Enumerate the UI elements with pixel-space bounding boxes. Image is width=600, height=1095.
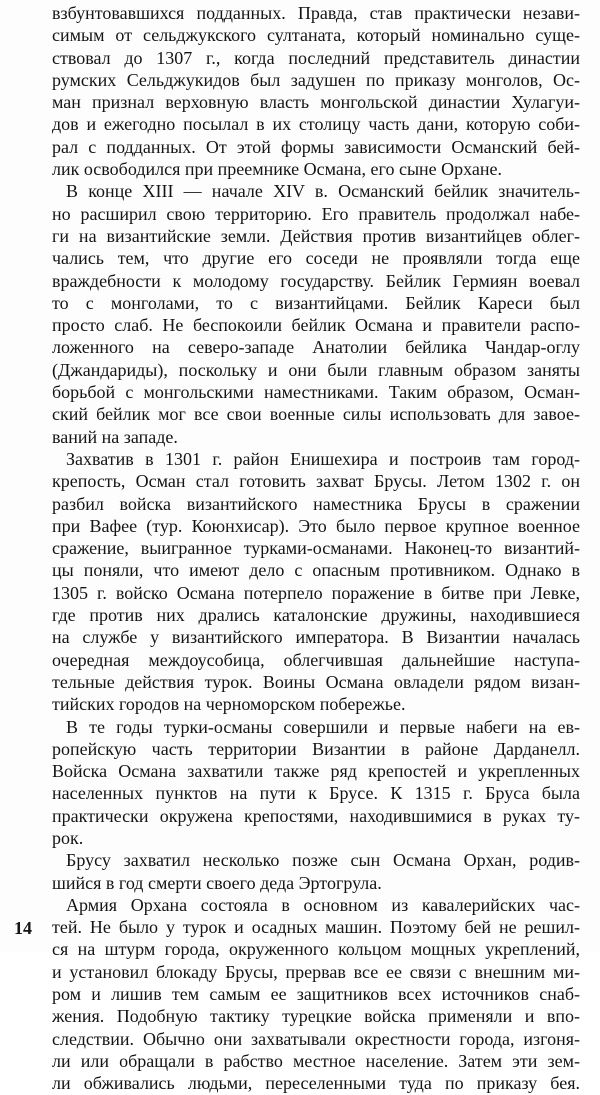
text-line: ложенного на северо-западе Анатолии бейлика Чандар-оглу [52, 337, 580, 358]
text-line: чались тем, что другие его соседи не проявляли тогда еще [52, 248, 580, 269]
text-line: жения. Подобную тактику турецкие войска применяли и впо- [52, 1006, 580, 1027]
text-line: Войска Османа захватили также ряд крепостей и укрепленных [52, 761, 580, 782]
text-line: практически окружена крепостями, находившимися в руках ту- [52, 805, 580, 826]
text-line: ман признал верховную власть монгольской династии Хулагуи- [52, 92, 580, 113]
text-line: тельные действия турок. Воины Османа овладели рядом визан- [52, 671, 580, 692]
text-line: цы поняли, что имеют дело с опасным противником. Однако в [52, 560, 580, 581]
text-line: сражение, выигранное турками-османами. Наконец-то византий- [52, 538, 580, 559]
text-line: ли или обращали в рабство местное население. Затем эти зем- [52, 1050, 580, 1071]
text-line: тийских городов на черноморском побережье. [52, 694, 406, 715]
text-line: ствовал до 1307 г., когда последний представитель династии [52, 47, 580, 68]
text-line: разбил войска византийского наместника Брусы в сражении [52, 493, 580, 514]
text-line: ли обживались людьми, переселенными туда по приказу бея. [52, 1073, 580, 1094]
text-line: на службе у византийского императора. В Византии началась [52, 627, 580, 648]
text-line: ропейскую часть территории Византии в районе Дарданелл. [52, 738, 580, 759]
text-line: ром и лишив тем самым ее защитников всех источников снаб- [52, 984, 580, 1005]
text-line: ваний на западе. [52, 426, 178, 447]
text-line: (Джандариды), поскольку и они были главным образом заняты [52, 359, 580, 380]
text-line: лик освободился при преемнике Османа, его сыне Орхане. [52, 159, 503, 180]
text-line: крепость, Осман стал готовить захват Брусы. Летом 1302 г. он [52, 471, 580, 492]
text-line: борьбой с монгольскими наместниками. Таким образом, Осман- [52, 382, 580, 403]
text-line: ский бейлик мог все свои военные силы использовать для завое- [52, 404, 580, 425]
text-line: ги на византийские земли. Действия против византийцев облег- [52, 225, 580, 246]
text-line: просто слаб. Не беспокоили бейлик Османа и правители распо- [52, 315, 580, 336]
text-line: румских Сельджукидов был задушен по приказу монголов, Ос- [52, 69, 580, 90]
text-line: Захватив в 1301 г. район Енишехира и построив там город- [66, 448, 580, 469]
paragraph [52, 894, 580, 1095]
page-number: 14 [14, 918, 32, 938]
paragraph [52, 180, 580, 448]
text-line: рок. [52, 827, 84, 848]
paragraph [52, 448, 580, 716]
page-body-text [52, 2, 580, 1095]
text-line: и установил блокаду Брусы, прервав все ее связи с внешним ми- [52, 961, 580, 982]
paragraph [52, 2, 580, 180]
text-line: следствии. Обычно они захватывали окрестности города, изгоня- [52, 1028, 580, 1049]
paragraph [52, 716, 580, 850]
text-line: ся на штурм города, окруженного кольцом мощных укреплений, [52, 939, 580, 960]
text-line: при Вафее (тур. Коюнхисар). Это было первое крупное военное [52, 515, 580, 536]
paragraph [52, 849, 580, 894]
text-line: очередная междоусобица, облегчившая дальнейшие наступа- [52, 649, 580, 670]
text-line: Брусу захватил несколько позже сын Османа Орхан, родив- [66, 850, 580, 871]
text-line: где против них дрались каталонские дружины, находившиеся [52, 605, 580, 626]
text-line: рал с подданных. От этой формы зависимости Османский бей- [52, 136, 580, 157]
text-line: симым от сельджукского султаната, который номинально суще- [52, 25, 580, 46]
text-line: то с монголами, то с византийцами. Бейлик Кареси был [52, 292, 580, 313]
text-line: но расширил свою территорию. Его правитель продолжал набе- [52, 203, 580, 224]
text-line: шийся в год смерти своего деда Эртогрула. [52, 872, 382, 893]
text-line: тей. Не было у турок и осадных машин. Поэтому бей не решил- [52, 917, 580, 938]
text-line: В конце XIII — начале XIV в. Османский бейлик значитель- [66, 181, 580, 202]
text-line: взбунтовавшихся подданных. Правда, став практически незави- [52, 3, 580, 23]
text-line: населенных пунктов на пути к Брусе. К 1315 г. Бруса была [52, 783, 580, 804]
text-line: дов и ежегодно посылал в их столицу часть дани, которую соби- [52, 114, 580, 135]
text-line: 1305 г. войско Османа потерпело поражение в битве при Левке, [52, 582, 580, 603]
text-line: враждебности к молодому государству. Бейлик Гермиян воевал [52, 270, 580, 291]
text-line: В те годы турки-османы совершили и первые набеги на ев- [66, 716, 580, 737]
text-line: Армия Орхана состояла в основном из кавалерийских час- [66, 894, 580, 915]
